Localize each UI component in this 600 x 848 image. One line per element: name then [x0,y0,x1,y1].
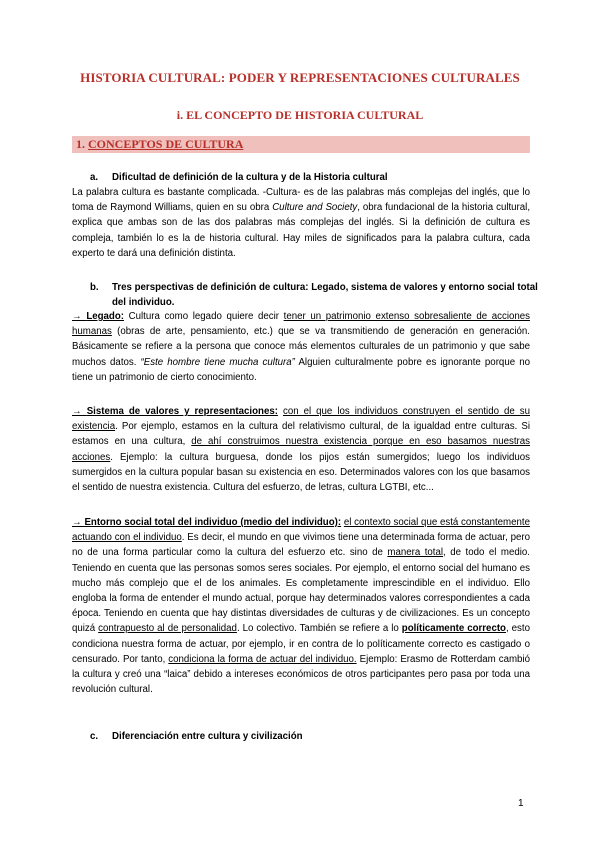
paragraph-entorno-text-3: . Lo colectivo. También se refiere a lo [236,623,402,635]
paragraph-legado-lead [72,311,124,322]
paragraph-sistema-lead-label: Sistema de valores y representaciones: [86,406,278,417]
subheading-b [90,282,538,293]
subheading-a-letter: a. [90,172,99,183]
subheading-a [90,172,388,183]
paragraph-sistema [72,404,530,495]
paragraph-sistema-text-1: . Por ejemplo, estamos en la cultura del relativismo cultural, de la igualdad entre culturas. Si estamos en una cultura, [72,421,530,448]
paragraph-entorno-text-2: , de todo el medio. Teniendo en cuenta que las personas somos seres sociales. Por ejemplo, el entorno social del humano es mucho más complejo que el de los animales. Es completamente imprescindible en el individuo. Ello engloba la forma de entender el mundo actual, porque hay determinados valores correspondientes a cada época. Teniendo en cuenta que hay distintas diversidades de culturas y de civilizaciones. Es un concepto quizá [72,547,530,635]
paragraph-sistema-text-2: . Ejemplo: la cultura burguesa, donde los pijos están sumergidos; luego los individuos sumergidos en la cultura popular basan su existencia en eso. Determinados valores con los que basamos el sentido de nuestra existencia. Cultura del esfuerzo, de letras, cultura LGTBI, etc... [72,451,530,494]
paragraph-sistema-underline-2: de ahí construimos nuestra existencia porque en eso basamos nuestras acciones [72,436,530,463]
paragraph-legado-quote: “Este hombre tiene mucha cultura” [140,356,295,368]
paragraph-entorno-text-4: , esto condiciona nuestra forma de actuar, por ejemplo, ir en contra de lo políticamente correcto es castigado o censurado. Por tanto, [72,623,530,665]
paragraph-entorno-underline-4: condiciona la forma de actuar del individuo. [168,653,357,665]
section-number: 1. [76,137,85,151]
paragraph-sistema-lead [72,406,278,417]
page-number: 1 [518,798,524,809]
paragraph-entorno-underline-1: el contexto social que está constantemente actuando con el individuo [72,517,530,544]
paragraph-entorno-text-5: Ejemplo: Erasmo de Rotterdam cambió la cultura y creó una “laica” debido a intereses económicos de otros participantes pero pasa por toda una revolución cultural. [72,653,530,696]
paragraph-a-book-title: Culture and Society [272,202,358,214]
arrow-icon: → [72,517,85,528]
paragraph-legado-lead-label: Legado: [86,311,124,322]
paragraph-a-text-1: La palabra cultura es bastante complicada. -Cultura- es de las palabras más complejas del inglés, que lo toma de Raymond Williams, quien en su obra [72,187,530,214]
paragraph-entorno-lead-label: Entorno social total del individuo (medio del individuo): [84,517,342,528]
section-title [76,137,243,152]
paragraph-a [72,185,530,261]
paragraph-sistema-underline-1: con el que los individuos construyen el sentido de su existencia [72,406,530,433]
paragraph-legado-text-1: Cultura como legado quiere decir [123,311,284,322]
paragraph-legado-text-2: (obras de arte, pensamiento, etc.) que se va transmitiendo de generación en generación. Básicamente se refiere a la persona que conoce más elementos culturales de un patrimonio y que sabe muchos datos. [72,326,530,368]
subheading-a-label: Dificultad de definición de la cultura y de la Historia cultural [112,172,388,183]
section-label: CONCEPTOS DE CULTURA [88,137,244,151]
paragraph-entorno-underline-2: manera total [387,547,444,559]
paragraph-entorno [72,515,530,697]
paragraph-entorno-underline-3: contrapuesto al de personalidad [98,623,237,635]
paragraph-entorno-text-1: . Es decir, el mundo en que vivimos tiene una determinada forma de actuar, pero no de una forma particular como la cultura del esfuerzo etc. sino de [72,532,530,559]
subheading-b-label: Tres perspectivas de definición de cultura: Legado, sistema de valores y entorno social total [112,282,538,293]
arrow-icon: → [72,406,87,417]
paragraph-entorno-lead [72,517,341,528]
paragraph-a-text-2: , obra fundacional de la historia cultural, explica que ambas son de las dos palabras más complejas del inglés. Si la definición de cultura es compleja, también lo es la de historia cultural. Hay miles de significados para la palabra cultura, cada experto te dará una definición distinta. [72,202,531,259]
subheading-c-label: Diferenciación entre cultura y civilización [112,731,303,742]
paragraph-legado [72,309,530,385]
document-title: HISTORIA CULTURAL: PODER Y REPRESENTACIONES CULTURALES [80,70,520,85]
paragraph-entorno-bold-underline: políticamente correcto [401,623,506,635]
subheading-b-line-2: del individuo. [112,297,175,308]
arrow-icon: → [72,311,87,322]
document-subtitle: i. EL CONCEPTO DE HISTORIA CULTURAL [176,108,424,122]
subheading-c-letter: c. [90,731,99,742]
subheading-c [90,731,303,742]
paragraph-legado-text-3: Alguien culturalmente pobre es ignorante porque no tiene un patrimonio de cierto conocimiento. [72,356,530,383]
paragraph-legado-underline-1: tener un patrimonio extenso sobresaliente de acciones humanas [72,311,530,338]
subheading-b-letter: b. [90,282,99,293]
